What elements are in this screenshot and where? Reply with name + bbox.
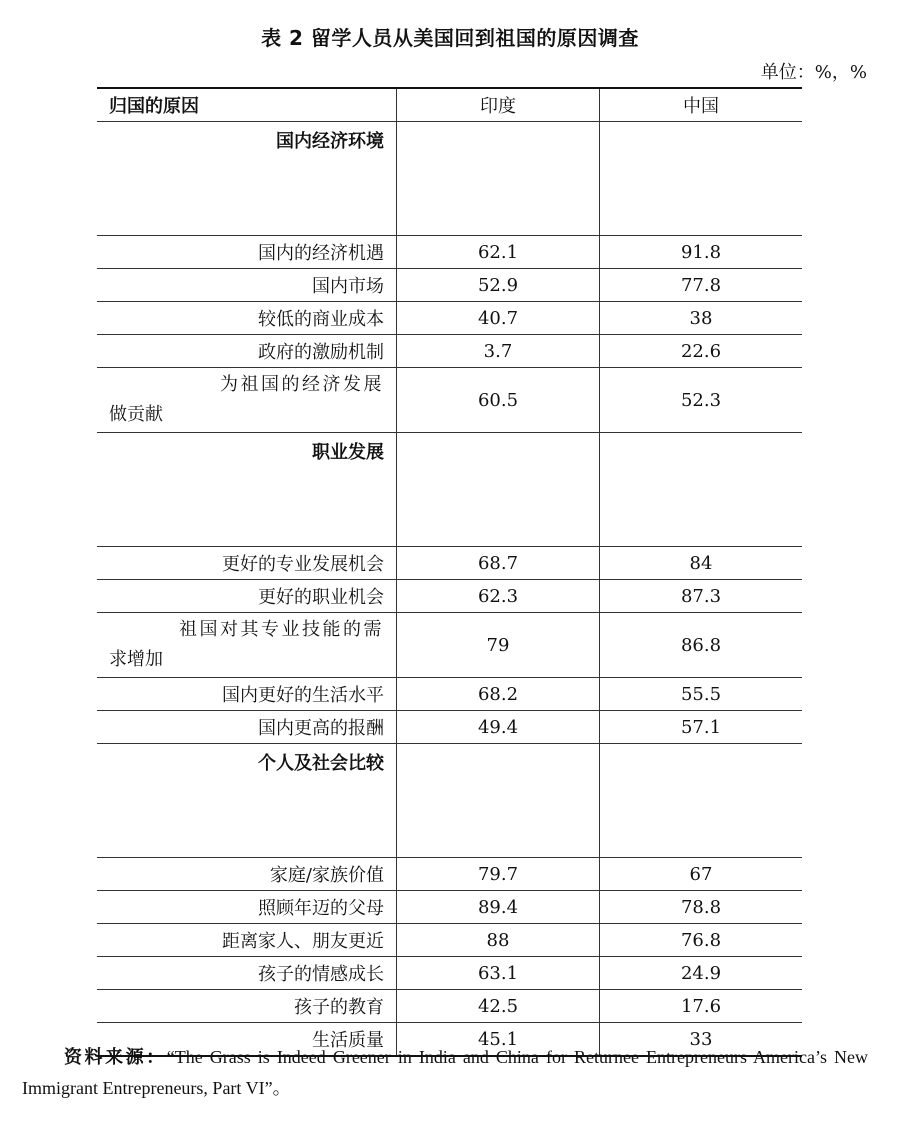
china-value: 52.3 [600, 368, 803, 433]
india-value: 68.2 [397, 678, 600, 711]
table-row [97, 580, 802, 613]
china-value: 33 [600, 1023, 803, 1057]
india-value: 3.7 [397, 335, 600, 368]
table-row [97, 678, 802, 711]
india-value: 60.5 [397, 368, 600, 433]
section-empty-india [397, 433, 600, 547]
reason-line-2: 求增加 [109, 649, 163, 670]
table-row [97, 613, 802, 678]
india-value: 89.4 [397, 891, 600, 924]
china-value: 24.9 [600, 957, 803, 990]
china-value: 55.5 [600, 678, 803, 711]
section-empty-china [600, 122, 803, 236]
reason-cell: 国内的经济机遇 [97, 236, 397, 269]
unit-note: 单位：%，% [760, 62, 867, 83]
india-value: 45.1 [397, 1023, 600, 1057]
china-value: 87.3 [600, 580, 803, 613]
india-value: 42.5 [397, 990, 600, 1023]
section-row [97, 744, 802, 858]
header-china: 中国 [600, 88, 803, 122]
table-row [97, 236, 802, 269]
reason-cell: 距离家人、朋友更近 [97, 924, 397, 957]
table-row [97, 368, 802, 433]
india-value: 79.7 [397, 858, 600, 891]
table-row [97, 269, 802, 302]
header-india: 印度 [397, 88, 600, 122]
reason-cell [97, 613, 397, 678]
india-value: 49.4 [397, 711, 600, 744]
china-value: 57.1 [600, 711, 803, 744]
section-empty-india [397, 122, 600, 236]
table-body [97, 88, 802, 1056]
table-row [97, 924, 802, 957]
india-value: 62.3 [397, 580, 600, 613]
table-row [97, 891, 802, 924]
reason-cell: 生活质量 [97, 1023, 397, 1057]
table-row [97, 711, 802, 744]
reason-cell: 更好的职业机会 [97, 580, 397, 613]
table-row [97, 335, 802, 368]
reason-cell: 国内更好的生活水平 [97, 678, 397, 711]
reason-line-1: 为祖国的经济发展 [220, 374, 384, 395]
section-empty-india [397, 744, 600, 858]
china-value: 17.6 [600, 990, 803, 1023]
india-value: 79 [397, 613, 600, 678]
china-value: 84 [600, 547, 803, 580]
reason-cell: 较低的商业成本 [97, 302, 397, 335]
china-value: 76.8 [600, 924, 803, 957]
china-value: 78.8 [600, 891, 803, 924]
survey-table [97, 87, 802, 1057]
india-value: 40.7 [397, 302, 600, 335]
section-label: 职业发展 [97, 433, 397, 547]
china-value: 77.8 [600, 269, 803, 302]
source-text: “The Grass is Indeed Greener in India and China for Returnee Entrepreneurs America’s New Immigrant Entrepreneurs, Part VI”。 [22, 1047, 869, 1098]
source-label: 资料来源： [64, 1047, 167, 1068]
india-value: 68.7 [397, 547, 600, 580]
china-value: 22.6 [600, 335, 803, 368]
reason-cell: 政府的激励机制 [97, 335, 397, 368]
china-value: 86.8 [600, 613, 803, 678]
reason-cell: 照顾年迈的父母 [97, 891, 397, 924]
reason-cell: 国内市场 [97, 269, 397, 302]
table-row [97, 302, 802, 335]
india-value: 52.9 [397, 269, 600, 302]
reason-cell: 孩子的教育 [97, 990, 397, 1023]
table-row [97, 957, 802, 990]
reason-wrap [97, 615, 384, 675]
reason-cell: 孩子的情感成长 [97, 957, 397, 990]
section-empty-china [600, 433, 803, 547]
china-value: 38 [600, 302, 803, 335]
reason-cell: 更好的专业发展机会 [97, 547, 397, 580]
section-label: 个人及社会比较 [97, 744, 397, 858]
section-row [97, 122, 802, 236]
reason-line-2: 做贡献 [109, 404, 163, 425]
reason-cell [97, 368, 397, 433]
table-row [97, 547, 802, 580]
table-header-row [97, 88, 802, 122]
china-value: 91.8 [600, 236, 803, 269]
reason-cell: 国内更高的报酬 [97, 711, 397, 744]
india-value: 88 [397, 924, 600, 957]
table-row [97, 858, 802, 891]
section-label: 国内经济环境 [97, 122, 397, 236]
reason-wrap [97, 370, 384, 430]
china-value: 67 [600, 858, 803, 891]
section-row [97, 433, 802, 547]
reason-cell: 家庭/家族价值 [97, 858, 397, 891]
header-reason: 归国的原因 [97, 88, 397, 122]
source-note [22, 1042, 868, 1103]
india-value: 62.1 [397, 236, 600, 269]
table-title: 表 2 留学人员从美国回到祖国的原因调查 [261, 26, 639, 50]
section-empty-china [600, 744, 803, 858]
reason-line-1: 祖国对其专业技能的需 [179, 619, 384, 640]
table-row [97, 990, 802, 1023]
india-value: 63.1 [397, 957, 600, 990]
